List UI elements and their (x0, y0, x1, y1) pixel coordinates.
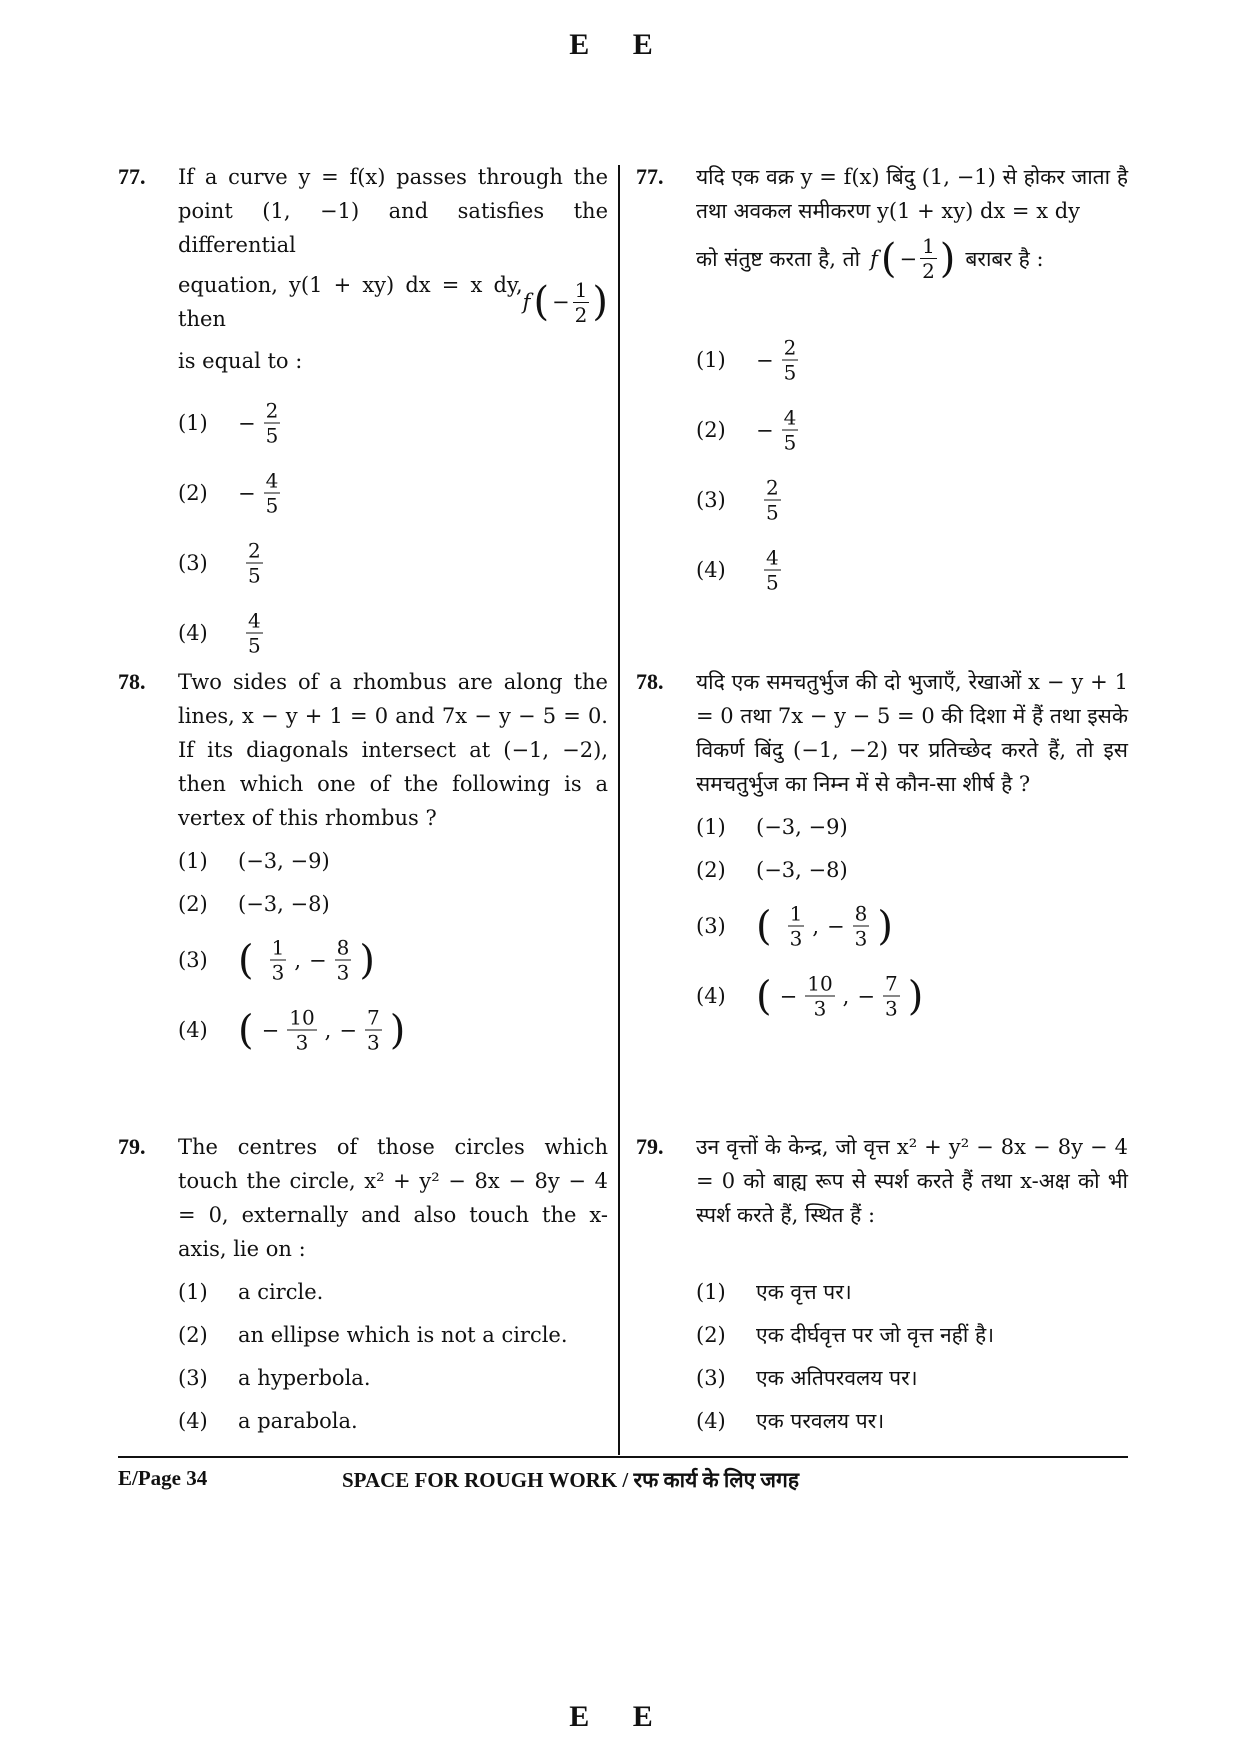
option-2[interactable]: (2) एक दीर्घवृत्त पर जो वृत्त नहीं है। (696, 1322, 995, 1347)
option-4[interactable]: (4) a parabola. (178, 1408, 358, 1433)
fraction: $\frac{10}{3}$ (807, 971, 833, 1021)
fraction: $\frac{8}{3}$ (854, 901, 868, 951)
question-text: यदि एक वक्र y = f(x) बिंदु (1, −1) से होकर जाता है तथा अवकल समीकरण y(1 + xy) dx = x dy (696, 165, 1128, 223)
question-number: 77. (636, 164, 664, 189)
fraction: $\frac{4}{5}$ (766, 545, 779, 595)
fraction: $\frac{1}{2}$ (922, 234, 935, 283)
question-79-en (118, 1130, 608, 1442)
option-3[interactable]: (3) एक अतिपरवलय पर। (696, 1365, 918, 1390)
option-4[interactable]: (4) $\frac{4}{5}$ (178, 608, 261, 658)
option-4[interactable]: (4) ( − $\frac{10}{3}$ , − $\frac{7}{3}$ ) (178, 1005, 406, 1055)
question-number: 78. (636, 669, 664, 694)
option-2[interactable]: (2) (−3, −8) (178, 891, 330, 916)
fraction: $\frac{2}{5}$ (783, 335, 797, 385)
function-expression: f ( − $\frac{1}{2}$ ) (870, 234, 956, 283)
option-4[interactable]: (4) एक परवलय पर। (696, 1408, 885, 1433)
option-2[interactable]: (2) (−3, −8) (696, 857, 848, 882)
footer-rule (118, 1456, 1128, 1458)
option-1[interactable]: (1) a circle. (178, 1279, 324, 1304)
fraction: $\frac{4}{5}$ (248, 608, 261, 658)
question-number: 78. (118, 669, 146, 694)
question-number: 79. (636, 1134, 664, 1159)
question-text: If a curve y = f(x) passes through the point (1, −1) and satisfies the differential (178, 165, 608, 257)
option-2[interactable]: (2) − $\frac{4}{5}$ (178, 468, 279, 518)
option-1[interactable]: (1) (−3, −9) (178, 848, 330, 873)
fraction: $\frac{8}{3}$ (336, 935, 350, 985)
option-3[interactable]: (3) ( $\frac{1}{3}$ , − $\frac{8}{3}$ ) (178, 935, 375, 985)
question-78-en (118, 665, 608, 1065)
question-text-line: equation, y(1 + xy) dx = x dy, then f ( − $\frac{1}{2}$ ) (178, 273, 608, 331)
question-text: The centres of those circles which touch the circle, x² + y² − 8x − 8y − 4 = 0, externally and also touch the x-axis, lie on : (178, 1135, 608, 1261)
question-text-end: is equal to : (178, 349, 303, 373)
fraction: $\frac{1}{3}$ (271, 935, 285, 985)
column-divider (618, 165, 620, 1455)
question-text-line: को संतुष्ट करता है, तो f ( − $\frac{1}{2}$ ) बराबर है : (696, 234, 1044, 283)
option-2[interactable]: (2) − $\frac{4}{5}$ (696, 405, 797, 455)
fraction: $\frac{2}{5}$ (265, 398, 279, 448)
fraction: $\frac{1}{3}$ (789, 901, 803, 951)
question-text: Two sides of a rhombus are along the lines, x − y + 1 = 0 and 7x − y − 5 = 0. If its diagonals intersect at (−1, −2), then which one of the following is a vertex of this rhombus ? (178, 670, 608, 830)
option-1[interactable]: (1) − $\frac{2}{5}$ (696, 335, 797, 385)
question-78-hi (636, 665, 1128, 1031)
option-4[interactable]: (4) $\frac{4}{5}$ (696, 545, 779, 595)
header-marks: E E (569, 28, 671, 61)
fraction: $\frac{7}{3}$ (884, 971, 898, 1021)
question-text: यदि एक समचतुर्भुज की दो भुजाएँ, रेखाओं x − y + 1 = 0 तथा 7x − y − 5 = 0 की दिशा में हैं तथा इसके विकर्ण बिंदु (−1, −2) पर प्रतिच्छेद करते हैं, तो इस समचतुर्भुज का निम्न में से कौन-सा शीर्ष है ? (696, 670, 1128, 796)
option-1[interactable]: (1) एक वृत्त पर। (696, 1279, 852, 1304)
option-1[interactable]: (1) − $\frac{2}{5}$ (178, 398, 279, 448)
question-77-hi (636, 160, 1128, 605)
question-number: 79. (118, 1134, 146, 1159)
option-3[interactable]: (3) a hyperbola. (178, 1365, 371, 1390)
option-2[interactable]: (2) an ellipse which is not a circle. (178, 1322, 568, 1347)
fraction: $\frac{1}{2}$ (574, 277, 588, 327)
question-79-hi (636, 1130, 1128, 1442)
rough-work-label: SPACE FOR ROUGH WORK / रफ कार्य के लिए जगह (342, 1468, 799, 1492)
option-3[interactable]: (3) $\frac{2}{5}$ (178, 538, 261, 588)
function-expression: f ( − $\frac{1}{2}$ ) (522, 277, 608, 327)
option-3[interactable]: (3) $\frac{2}{5}$ (696, 475, 779, 525)
question-number: 77. (118, 164, 146, 189)
option-1[interactable]: (1) (−3, −9) (696, 814, 848, 839)
question-text: उन वृत्तों के केन्द्र, जो वृत्त x² + y² − 8x − 8y − 4 = 0 को बाह्य रूप से स्पर्श करते हैं तथा x-अक्ष को भी स्पर्श करते हैं, स्थित हैं : (696, 1135, 1128, 1227)
question-77-en (118, 160, 608, 668)
fraction: $\frac{2}{5}$ (248, 538, 261, 588)
fraction: $\frac{2}{5}$ (766, 475, 779, 525)
fraction: $\frac{4}{5}$ (783, 405, 797, 455)
fraction: $\frac{4}{5}$ (265, 468, 279, 518)
option-3[interactable]: (3) ( $\frac{1}{3}$ , − $\frac{8}{3}$ ) (696, 901, 893, 951)
fraction: $\frac{10}{3}$ (289, 1005, 315, 1055)
page-label: E/Page 34 (118, 1466, 208, 1490)
option-4[interactable]: (4) ( − $\frac{10}{3}$ , − $\frac{7}{3}$ ) (696, 971, 924, 1021)
fraction: $\frac{7}{3}$ (366, 1005, 380, 1055)
footer-marks: E E (569, 1700, 671, 1733)
